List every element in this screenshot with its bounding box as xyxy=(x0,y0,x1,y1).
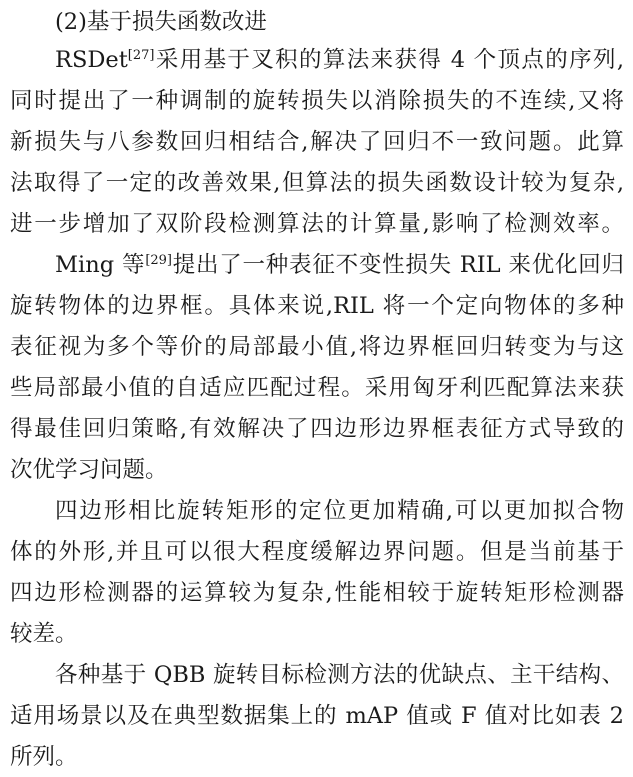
paragraph-line: 新损失与八参数回归相结合,解决了回归不一致问题。此算 xyxy=(10,129,624,155)
line-text: 采用基于叉积的算法来获得 4 个顶点的序列, xyxy=(154,47,624,73)
paragraph-line: 较差。 xyxy=(10,621,78,647)
line-text: Ming 等 xyxy=(55,252,146,278)
paragraph-line: 些局部最小值的自适应匹配过程。采用匈牙利匹配算法来获 xyxy=(10,375,624,401)
paragraph-line: 得最佳回归策略,有效解决了四边形边界框表征方式导致的 xyxy=(10,416,624,442)
line-text: RSDet xyxy=(55,47,128,73)
section-heading: (2)基于损失函数改进 xyxy=(55,9,267,35)
paragraph-line: 四边形检测器的运算较为复杂,性能相较于旋转矩形检测器 xyxy=(10,580,624,606)
paragraph-line: 体的外形,并且可以很大程度缓解边界问题。但是当前基于 xyxy=(10,539,624,565)
paragraph-line: 进一步增加了双阶段检测算法的计算量,影响了检测效率。 xyxy=(10,211,624,237)
paragraph-line: 同时提出了一种调制的旋转损失以消除损失的不连续,又将 xyxy=(10,88,624,114)
paragraph-line: 旋转物体的边界框。具体来说,RIL 将一个定向物体的多种 xyxy=(10,293,624,319)
paragraph-line: 次优学习问题。 xyxy=(10,457,168,483)
paragraph-line: 适用场景以及在典型数据集上的 mAP 值或 F 值对比如表 2 xyxy=(10,703,624,729)
paragraph-line: 表征视为多个等价的局部最小值,将边界框回归转变为与这 xyxy=(10,334,624,360)
paragraph-line: 法取得了一定的改善效果,但算法的损失函数设计较为复杂, xyxy=(10,170,624,196)
paragraph-line xyxy=(55,245,624,285)
citation-ref: [27] xyxy=(127,48,155,63)
citation-ref: [29] xyxy=(145,253,172,268)
paragraph-line xyxy=(55,40,624,80)
paragraph-line: 所列。 xyxy=(10,744,78,770)
line-text: 提出了一种表征不变性损失 RIL 来优化回归 xyxy=(172,252,624,278)
paragraph-line: 四边形相比旋转矩形的定位更加精确,可以更加拟合物 xyxy=(55,498,624,524)
paragraph-line: 各种基于 QBB 旋转目标检测方法的优缺点、主干结构、 xyxy=(55,662,624,688)
